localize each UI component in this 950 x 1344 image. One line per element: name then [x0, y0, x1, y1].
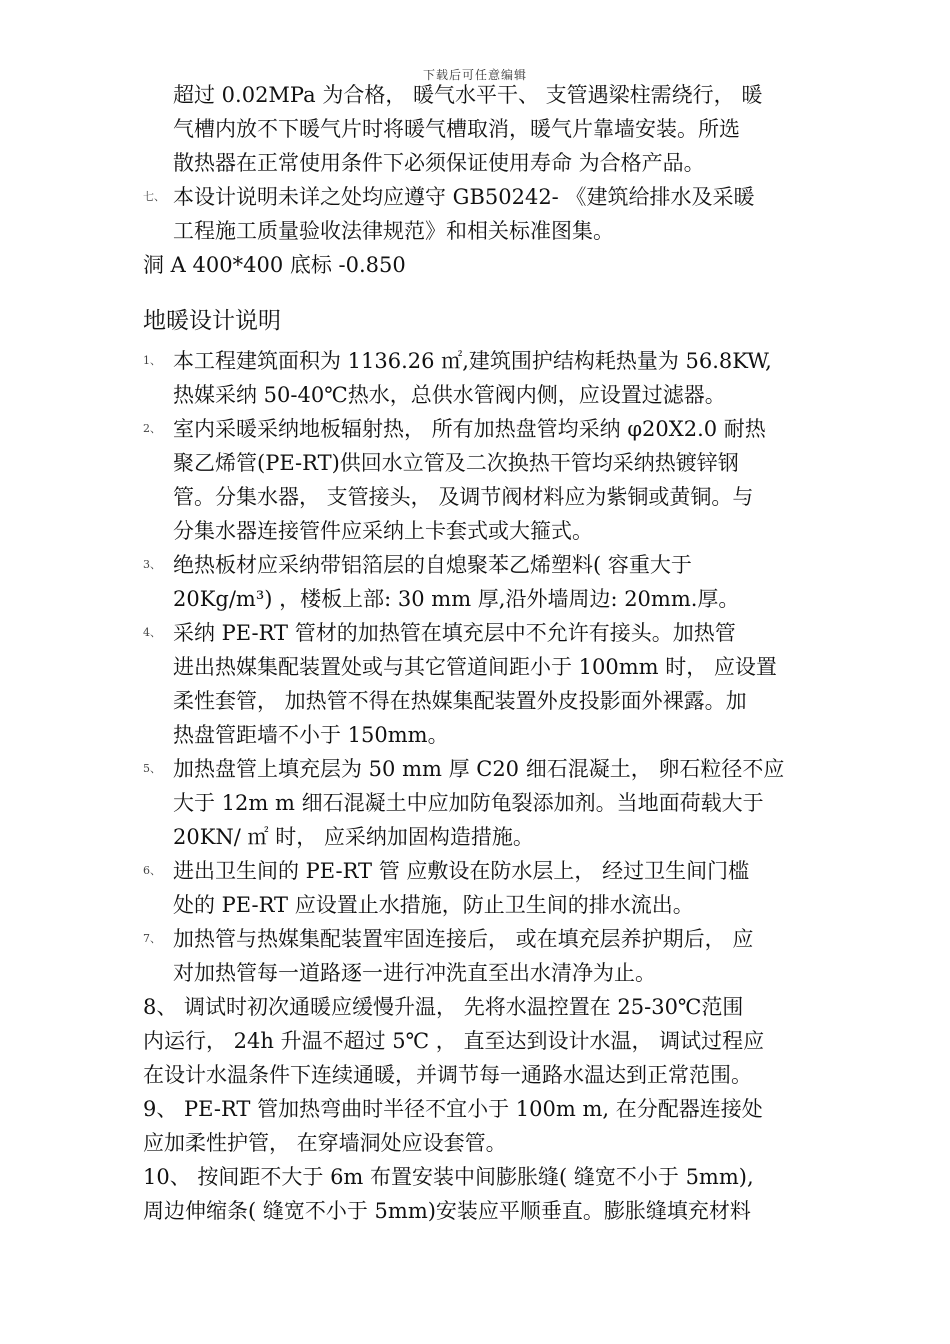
page-header: 下载后可任意编辑 [422, 68, 527, 82]
text-line: 室内采暖采纳地板辐射热， 所有加热盘管均采纳 φ20X2.0 耐热 [173, 417, 766, 441]
text-line: 加热盘管上填充层为 50 mm 厚 C20 细石混凝土， 卵石粒径不应 [173, 757, 785, 781]
list-item [143, 922, 813, 990]
text-line: 8、 调试时初次通暖应缓慢升温， 先将水温控置在 25-30℃范围 [143, 995, 744, 1019]
text-line: 绝热板材应采纳带铝箔层的自熄聚苯乙烯塑料( 容重大于 [173, 553, 692, 577]
text-line: 本设计说明未详之处均应遵守 GB50242- 《建筑给排水及采暖 [173, 185, 755, 209]
text-line: 9、 PE-RT 管加热弯曲时半径不宜小于 100m m, 在分配器连接处 [143, 1097, 763, 1121]
text-line: 分集水器连接管件应采纳上卡套式或大箍式。 [173, 519, 593, 543]
text-line: 进出卫生间的 PE-RT 管 应敷设在防水层上， 经过卫生间门槛 [173, 859, 750, 883]
hole-note: 洞 A 400*400 底标 -0.850 [143, 253, 406, 277]
text-line: 在设计水温条件下连续通暖，并调节每一通路水温达到正常范围。 [143, 1063, 752, 1087]
list-number: 2、 [143, 422, 161, 435]
text-line: 热盘管距墙不小于 150mm。 [173, 723, 449, 747]
list-item [143, 752, 813, 854]
list-number: 3、 [143, 558, 161, 571]
text-line: 大于 12m m 细石混凝土中应加防龟裂添加剂。当地面荷载大于 [173, 791, 764, 815]
numbered-paragraph [143, 1160, 813, 1228]
list-item [143, 548, 813, 616]
text-line: 处的 PE-RT 应设置止水措施，防止卫生间的排水流出。 [173, 893, 694, 917]
list-item [143, 344, 813, 412]
text-line: 超过 0.02MPa 为合格， 暖气水平干、 支管遇梁柱需绕行， 暖 [173, 83, 763, 107]
list-number: 7、 [143, 932, 161, 945]
section-title: 地暖设计说明 [143, 308, 281, 334]
text-line: 气槽内放不下暖气片时将暖气槽取消，暖气片靠墙安装。所选 [173, 117, 740, 141]
text-line: 10、 按间距不大于 6m 布置安装中间膨胀缝( 缝宽不小于 5mm), [143, 1165, 754, 1189]
text-line: 应加柔性护管， 在穿墙洞处应设套管。 [143, 1131, 507, 1155]
numbered-paragraph [143, 1092, 813, 1160]
text-line: 20Kg/m³) ，楼板上部: 30 mm 厚,沿外墙周边: 20mm.厚。 [173, 587, 740, 611]
numbered-paragraph [143, 990, 813, 1092]
text-line: 对加热管每一道路逐一进行冲洗直至出水清净为止。 [173, 961, 656, 985]
list-number: 4、 [143, 626, 161, 639]
text-line: 管。分集水器， 支管接头， 及调节阀材料应为紫铜或黄铜。与 [173, 485, 754, 509]
list-item [143, 616, 813, 752]
list-number: 1、 [143, 354, 161, 367]
continuation-paragraph [143, 78, 813, 180]
list-item [143, 854, 813, 922]
list-number: 6、 [143, 864, 161, 877]
text-line: 散热器在正常使用条件下必须保证使用寿命 为合格产品。 [173, 151, 705, 175]
list-number: 5、 [143, 762, 161, 775]
text-line: 聚乙烯管(PE-RT)供回水立管及二次换热干管均采纳热镀锌钢 [173, 451, 739, 475]
list-item [143, 412, 813, 548]
text-line: 工程施工质量验收法律规范》和相关标准图集。 [173, 219, 614, 243]
text-line: 加热管与热媒集配装置牢固连接后， 或在填充层养护期后， 应 [173, 927, 754, 951]
list-number: 七、 [143, 190, 165, 203]
text-line: 内运行， 24h 升温不超过 5℃ ， 直至达到设计水温， 调试过程应 [143, 1029, 765, 1053]
text-line: 热媒采纳 50-40℃热水，总供水管阀内侧，应设置过滤器。 [173, 383, 726, 407]
list-item-7-general [143, 180, 813, 248]
text-line: 周边伸缩条( 缝宽不小于 5mm)安装应平顺垂直。膨胀缝填充材料 [143, 1199, 751, 1223]
text-line: 20KN/ ㎡ 时， 应采纳加固构造措施。 [173, 825, 534, 849]
document-body [143, 78, 813, 1228]
text-line: 采纳 PE-RT 管材的加热管在填充层中不允许有接头。加热管 [173, 621, 736, 645]
text-line: 柔性套管， 加热管不得在热媒集配装置外皮投影面外裸露。加 [173, 689, 747, 713]
text-line: 进出热媒集配装置处或与其它管道间距小于 100mm 时， 应设置 [173, 655, 777, 679]
text-line: 本工程建筑面积为 1136.26 ㎡,建筑围护结构耗热量为 56.8KW, [173, 349, 772, 373]
